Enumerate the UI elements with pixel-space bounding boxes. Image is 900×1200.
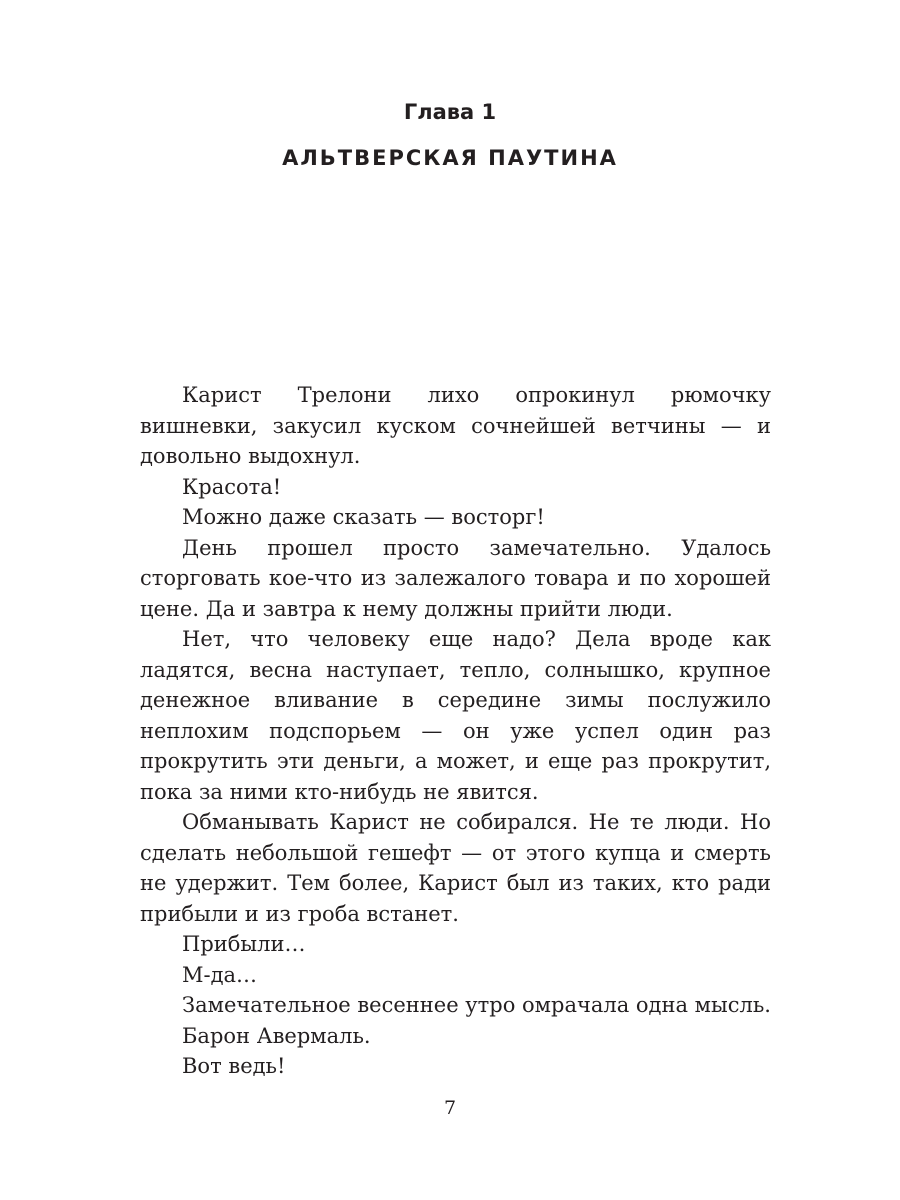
- paragraph: М-да…: [182, 962, 258, 987]
- paragraph: Прибыли…: [182, 932, 306, 956]
- page-number: 7: [443, 1097, 457, 1119]
- paragraph: Можно даже сказать — восторг!: [182, 505, 545, 529]
- chapter-title: АЛЬТВЕРСКАЯ ПАУТИНА: [282, 146, 618, 170]
- paragraph: День прошел просто замечательно. Удалось сторговать кое-что из залежалого товара и по хорошей цене. Да и завтра к нему должны прийти люди.: [140, 535, 771, 621]
- paragraph: Замечательное весеннее утро омрачала одна мысль.: [182, 993, 771, 1017]
- paragraph: Красота!: [182, 474, 282, 499]
- paragraph: Обманывать Карист не собирался. Не те люди. Но сделать небольшой гешефт — от этого купца и смерть не удержит. Тем более, Карист был из таких, кто ради прибыли и из гроба встанет.: [140, 810, 771, 926]
- paragraph: Карист Трелони лихо опрокинул рюмочку вишневки, закусил куском сочнейшей ветчины — и довольно выдохнул.: [140, 383, 771, 468]
- chapter-label: Глава 1: [403, 100, 497, 124]
- paragraph: Нет, что человеку еще надо? Дела вроде как ладятся, весна наступает, тепло, солнышко, крупное денежное вливание в середине зимы послужило неплохим подспорьем — он уже успел один раз прокрутить эти деньги, а может, и еще раз прокрутит, пока за ними кто-нибудь не явится.: [140, 627, 771, 804]
- paragraph: Вот ведь!: [182, 1054, 286, 1078]
- body-text: [140, 380, 771, 1082]
- paragraph: Барон Авермаль.: [182, 1023, 371, 1048]
